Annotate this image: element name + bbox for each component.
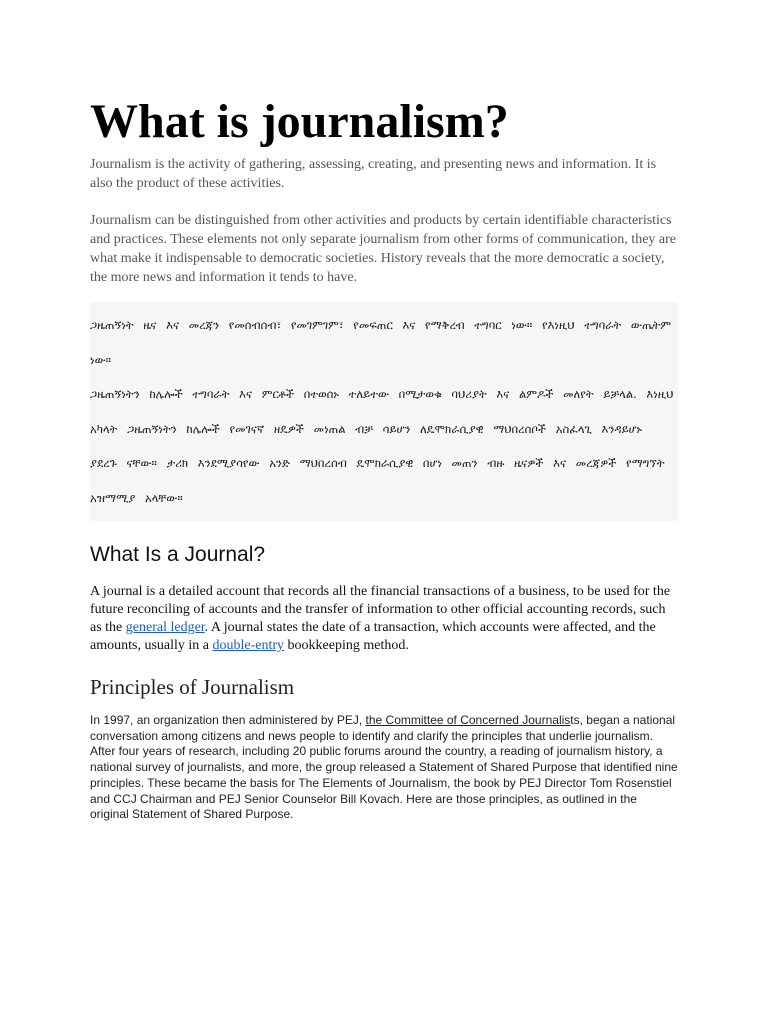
- journal-text-1: A journal is a detailed account that records all the financial transactions of a business, to be used for the future reconciling of accounts and the transfer of information to other official accounting records, such as the: [90, 584, 671, 635]
- general-ledger-link[interactable]: general ledger: [125, 620, 205, 635]
- journal-paragraph: [90, 583, 678, 655]
- journal-text-3: bookkeeping method.: [284, 638, 409, 653]
- journal-heading: What Is a Journal?: [90, 543, 266, 566]
- amharic-paragraph-1: ጋዜጠኝነት ዜና እና መረጃን የመሰብሰብ፣ የመገምገም፣ የመፍጠር እና የማቅረብ ተግባር ነው። የእነዚህ ተግባራት ውጤትም ነው።: [90, 318, 672, 367]
- principles-text-1: In 1997, an organization then administered by PEJ,: [90, 713, 366, 727]
- amharic-translation-block: [90, 302, 678, 521]
- article: [90, 92, 678, 823]
- intro-paragraph-1: Journalism is the activity of gathering, assessing, creating, and presenting news and information. It is also the product of these activities.: [90, 157, 657, 191]
- intro-paragraph-2: Journalism can be distinguished from other activities and products by certain identifiable characteristics and practices. These elements not only separate journalism from other forms of communication, they are what make it indispensable to democratic societies. History reveals that the more democratic a society, the more news and information it tends to have.: [90, 213, 676, 285]
- principles-text-2: ts, began a national conversation among citizens and news people to identify and clarify the principles that underlie journalism. After four years of research, including 20 public forums around the country, a reading of journalism history, a national survey of journalists, and more, the group released a Statement of Shared Purpose that identified nine principles. These became the basis for The Elements of Journalism, the book by PEJ Director Tom Rosenstiel and CCJ Chairman and PEJ Senior Counselor Bill Kovach. Here are those principles, as outlined in the original Statement of Shared Purpose.: [90, 713, 678, 822]
- principles-paragraph: [90, 713, 678, 823]
- principles-heading: Principles of Journalism: [90, 675, 295, 699]
- page-title: What is journalism?: [90, 95, 509, 148]
- amharic-paragraph-2: ጋዜጠኝነትን ከሌሎች ተግባራት እና ምርቶች በተወሰኑ ተለይተው በሚታወቁ ባህሪያት እና ልምዶች መለየት ይቻላል. እነዚህ አካላት ጋዜጠኝነትን ከሌሎች የመገናኛ ዘዴዎች መነጠል ብቻ ሳይሆን ለዴሞክራሲያዊ ማህበረሰቦች አስፈላጊ እንዳይሆኑ ያደረጉ ናቸው። ታሪክ እንደሚያሳየው አንድ ማህበረሰብ ዴሞክራሲያዊ በሆነ መጠን ብዙ ዜናዎች እና መረጃዎች የማግኘት አዝማሚያ አላቸው።: [90, 387, 674, 505]
- journal-text-2: . A journal states the date of a transaction, which accounts were affected, and the amounts, usually in a: [90, 620, 656, 653]
- committee-underlined-text: the Committee of Concerned Journalis: [365, 713, 571, 727]
- double-entry-link[interactable]: double-entry: [212, 638, 285, 653]
